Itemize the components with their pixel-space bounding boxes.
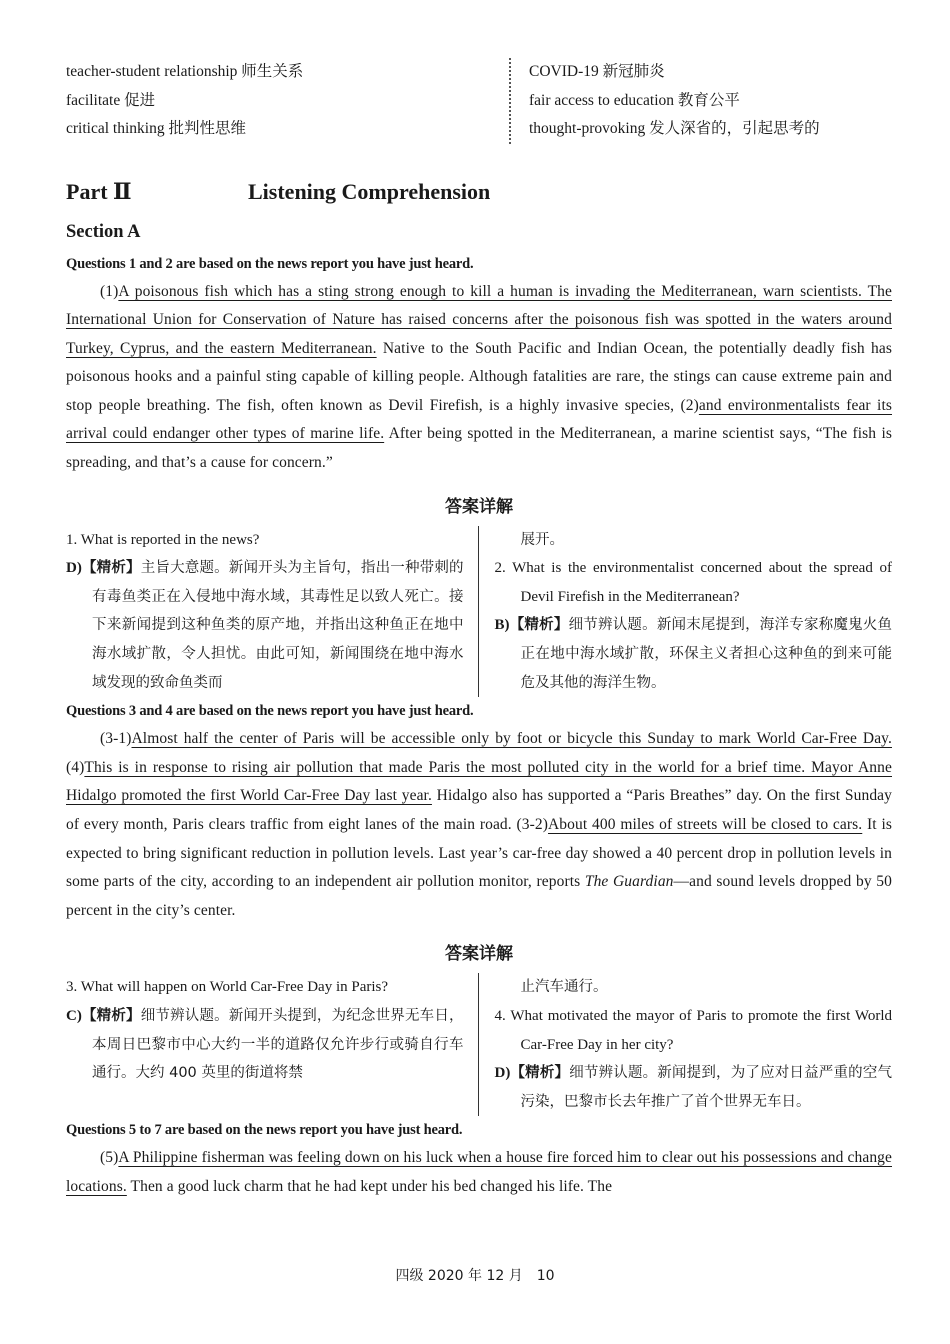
key-sentence: Almost half the center of Paris will be accessible only by foot or bicycle this Sunday to mark World Car-Free Day. — [131, 730, 892, 748]
vocab-item: thought-provoking 发人深省的，引起思考的 — [529, 120, 820, 137]
question: 2. What is the environmentalist concerned about the spread of Devil Firefish in the Mediterranean? — [494, 560, 892, 605]
question-group-heading: Questions 3 and 4 are based on the news report you have just heard. — [66, 703, 474, 720]
marker: (4) — [66, 758, 85, 776]
question: 3. What will happen on World Car-Free Day in Paris? — [66, 979, 389, 996]
explanation-text: 主旨大意题。新闻开头为主旨句，指出一种带刺的有毒鱼类正在入侵地中海水域，其毒性足以致人死亡。接下来新闻提到这种鱼类的原产地，并指出这种鱼正在地中海水域扩散，令人担忧。由此可知，新闻围绕在地中海水域发现的致命鱼类而 — [92, 560, 464, 691]
question-group-heading: Questions 1 and 2 are based on the news report you have just heard. — [66, 255, 474, 272]
question: 4. What motivated the mayor of Paris to promote the first World Car-Free Day in her city? — [494, 1007, 892, 1053]
vocab-left-column — [66, 58, 429, 144]
vocab-item: COVID-19 新冠肺炎 — [529, 63, 665, 80]
vocab-right-column — [509, 58, 892, 144]
explanation-continued: 展开。 — [520, 531, 564, 548]
news-transcript — [66, 1144, 892, 1201]
transcript-text: After being spotted in the Mediterranean, a marine scientist says, “The fish is spreading, and that’s a cause for concern.” — [66, 425, 892, 472]
page-footer: 四级 2020 年 12 月 10 — [395, 1268, 555, 1284]
marker: (1) — [100, 282, 119, 300]
vocab-item: facilitate 促进 — [66, 91, 156, 109]
answer-letter: D) — [66, 560, 82, 577]
key-sentence: and environmentalists fear its arrival could endanger other types of marine life. — [66, 396, 892, 443]
vocab-item: fair access to education 教育公平 — [529, 91, 740, 109]
news-transcript — [66, 725, 892, 925]
vocab-item: teacher-student relationship 师生关系 — [66, 63, 304, 80]
explanation-continued: 止汽车通行。 — [520, 979, 608, 996]
answer-column-right — [479, 973, 893, 1116]
marker: (5) — [100, 1149, 119, 1167]
explanation — [66, 1002, 464, 1088]
answer-letter: C) — [66, 1007, 82, 1024]
key-sentence: About 400 miles of streets will be closed to cars. — [548, 816, 863, 833]
answer-column-left — [66, 973, 479, 1116]
explanation — [495, 611, 893, 697]
key-sentence: A Philippine fisherman was feeling down on his luck when a house fire forced him to clear out his possessions and change locations. — [66, 1149, 892, 1195]
part-title: Listening Comprehension — [248, 178, 491, 204]
transcript-text: Hidalgo also has supported a “Paris Breathes” day. On the first Sunday of every month, Paris clears traffic from eight lanes of the main road. (3-2) — [66, 787, 892, 833]
news-transcript — [66, 278, 892, 478]
key-sentence: A poisonous fish which has a sting strong enough to kill a human is invading the Mediterranean, warn scientists. The International Union for Conservation of Nature has raised concerns after the poisonous fish was spotted in the waters around Turkey, Cyprus, and the eastern Mediterranean. — [66, 282, 892, 357]
part-heading — [66, 174, 892, 210]
transcript-text: —and sound levels dropped by 50 percent in the city’s center. — [66, 873, 892, 919]
page — [66, 58, 892, 1202]
transcript-text: It is expected to bring significant reduction in pollution levels. Last year’s car-free day showed a 40 percent drop in pollution levels in some parts of the city, according to an independent air pollution monitor, reports — [66, 816, 892, 891]
explanation-text: 细节辨认题。新闻末尾提到，海洋专家称魔鬼火鱼正在地中海水域扩散，环保主义者担心这种鱼的到来可能危及其他的海洋生物。 — [520, 617, 893, 691]
key-sentence: This is in response to rising air pollution that made Paris the most polluted city in the world for a brief time. Mayor Anne Hidalgo promoted the first World Car-Free Day last year. — [66, 758, 892, 805]
publication-name: The Guardian — [584, 873, 674, 891]
vocab-item: critical thinking 批判性思维 — [66, 120, 246, 137]
transcript-text: Then a good luck charm that he had kept under his bed changed his life. The — [126, 1177, 613, 1195]
explanation-text: 细节辨认题。新闻提到，为了应对日益严重的空气污染，巴黎市长去年推广了首个世界无车日。 — [520, 1065, 893, 1110]
answer-explanation-title: 答案详解 — [445, 496, 513, 517]
answer-column-right — [479, 526, 893, 698]
explanation — [66, 554, 464, 697]
analysis-tag: 【精析】 — [81, 1007, 141, 1024]
answer-letter: B) — [494, 617, 510, 634]
question: 1. What is reported in the news? — [66, 531, 260, 548]
analysis-tag: 【精析】 — [81, 560, 141, 577]
analysis-tag: 【精析】 — [509, 617, 569, 634]
section-title: Section A — [66, 221, 141, 242]
answer-column-left — [66, 526, 479, 698]
analysis-tag: 【精析】 — [510, 1065, 570, 1082]
part-number: Part Ⅱ — [66, 178, 132, 204]
transcript-text: Native to the South Pacific and Indian Ocean, the potentially deadly fish has poisonous hooks and a painful sting capable of killing people. Although fatalities are rare, the stings can cause extreme pain and stop people breathing. The fish, often known as Devil Firefish, is a highly invasive species, (2) — [66, 339, 892, 414]
marker: (3-1) — [100, 730, 132, 748]
answer-explanations — [66, 526, 892, 698]
vocabulary-list — [66, 58, 892, 144]
explanation-text: 细节辨认题。新闻开头提到，为纪念世界无车日，本周日巴黎市中心大约一半的道路仅允许步行或骑自行车通行。大约 400 英里的街道将禁 — [92, 1007, 464, 1082]
answer-letter: D) — [494, 1065, 511, 1082]
answer-explanation-title: 答案详解 — [445, 944, 513, 965]
question-group-heading: Questions 5 to 7 are based on the news report you have just heard. — [66, 1122, 463, 1139]
explanation — [495, 1059, 893, 1116]
answer-explanations — [66, 973, 892, 1116]
